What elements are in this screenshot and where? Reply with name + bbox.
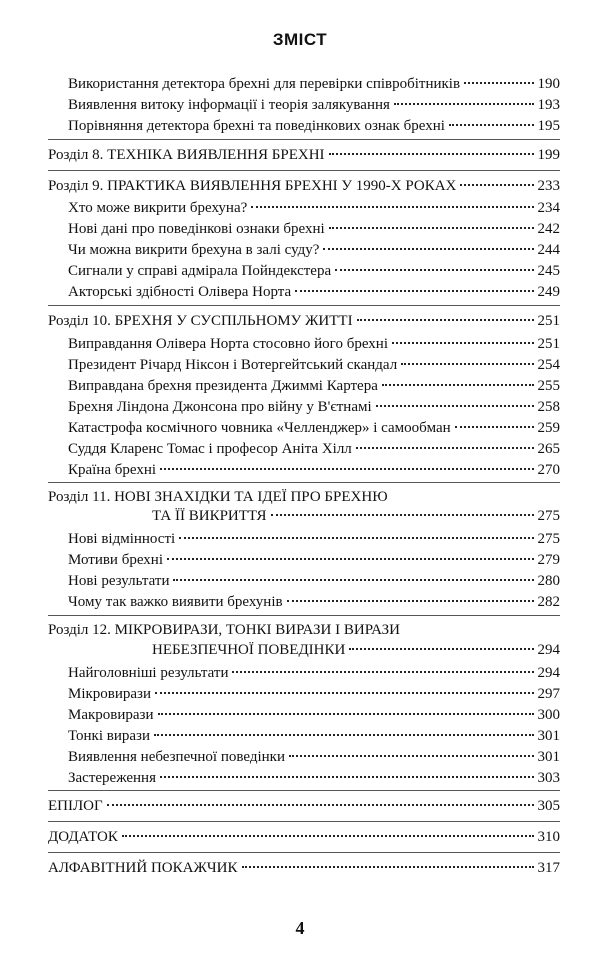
dot-leader (394, 103, 534, 105)
toc-chapter-page: 305 (537, 798, 560, 814)
toc-entry-page: 301 (537, 749, 560, 765)
toc-entry[interactable] (68, 664, 560, 682)
toc-entry-page: 195 (537, 118, 560, 134)
toc-entry-page: 301 (537, 728, 560, 744)
toc-entry-label: Нові дані про поведінкові ознаки брехні (68, 221, 325, 237)
dot-leader (242, 866, 534, 868)
toc-entry-page: 265 (537, 441, 560, 457)
dot-leader (329, 227, 534, 229)
toc-chapter[interactable] (48, 797, 560, 815)
dot-leader (160, 468, 533, 470)
toc-entry[interactable] (68, 199, 560, 217)
toc-chapter[interactable] (48, 859, 560, 877)
toc-entry[interactable] (68, 283, 560, 301)
toc-entry[interactable] (68, 461, 560, 479)
page-title: ЗМІСТ (272, 30, 328, 49)
dot-leader (295, 290, 533, 292)
divider (48, 482, 560, 483)
toc-chapter-label: НЕБЕЗПЕЧНОЇ ПОВЕДІНКИ (152, 642, 346, 658)
toc-chapter-label: ЕПІЛОГ (48, 798, 103, 814)
toc-chapter-label: Розділ 10. БРЕХНЯ У СУСПІЛЬНОМУ ЖИТТІ (48, 313, 353, 329)
toc-entry-label: Хто може викрити брехуна? (68, 200, 248, 216)
toc-entry[interactable] (68, 75, 560, 93)
toc-entry[interactable] (68, 220, 560, 238)
toc-entry-label: Президент Річард Ніксон і Вотергейтський скандал (68, 357, 398, 373)
toc-entry[interactable] (68, 377, 560, 395)
toc-entry-page: 244 (537, 242, 560, 258)
toc-entry-page: 234 (537, 200, 560, 216)
toc-entry-page: 249 (537, 284, 560, 300)
toc-entry-page: 245 (537, 263, 560, 279)
dot-leader (154, 734, 534, 736)
dot-leader (323, 248, 533, 250)
toc-chapter-label: Розділ 8. ТЕХНІКА ВИЯВЛЕННЯ БРЕХНІ (48, 147, 325, 163)
toc-chapter-page: 294 (537, 642, 560, 658)
toc-chapter-page: 233 (537, 178, 560, 194)
toc-entry[interactable] (68, 335, 560, 353)
dot-leader (289, 755, 534, 757)
toc-entry-label: Катастрофа космічного човника «Челленджер» і самообман (68, 420, 451, 436)
toc-entry-page: 254 (537, 357, 560, 373)
toc-entry-label: Виявлення небезпечної поведінки (68, 749, 285, 765)
toc-chapter-label: АЛФАВІТНИЙ ПОКАЖЧИК (48, 860, 238, 876)
dot-leader (449, 124, 534, 126)
toc-entry-page: 282 (537, 594, 560, 610)
dot-leader (329, 153, 534, 155)
toc-entry-label: Країна брехні (68, 462, 157, 478)
toc-entry-page: 279 (537, 552, 560, 568)
toc-entry-label: Найголовніші результати (68, 665, 229, 681)
toc-entry-label: Порівняння детектора брехні та поведінкових ознак брехні (68, 118, 445, 134)
toc-entry[interactable] (68, 419, 560, 437)
toc-chapter-page: 317 (537, 860, 560, 876)
toc-entry-label: Нові відмінності (68, 531, 176, 547)
toc-chapter[interactable] (48, 828, 560, 846)
toc-entry-page: 259 (537, 420, 560, 436)
dot-leader (160, 776, 534, 778)
toc-entry-page: 280 (537, 573, 560, 589)
dot-leader (401, 363, 533, 365)
toc-entry[interactable] (68, 398, 560, 416)
toc-entry-label: Акторські здібності Олівера Норта (68, 284, 292, 300)
divider (48, 305, 560, 306)
dot-leader (173, 579, 533, 581)
dot-leader (356, 447, 534, 449)
toc-chapter[interactable] (152, 641, 560, 659)
dot-leader (122, 835, 534, 837)
toc-entry[interactable] (68, 706, 560, 724)
toc-entry[interactable] (68, 356, 560, 374)
dot-leader (155, 692, 533, 694)
divider (48, 139, 560, 140)
toc-chapter[interactable] (48, 146, 560, 164)
toc-chapter-label-line1: Розділ 11. НОВІ ЗНАХІДКИ ТА ІДЕЇ ПРО БРЕХНЮ (48, 489, 388, 505)
toc-entry-label: Чому так важко виявити брехунів (68, 594, 283, 610)
toc-entry[interactable] (68, 241, 560, 259)
dot-leader (107, 804, 534, 806)
toc-entry-label: Брехня Ліндона Джонсона про війну у В'єтнамі (68, 399, 372, 415)
toc-chapter[interactable] (152, 507, 560, 525)
dot-leader (287, 600, 534, 602)
dot-leader (382, 384, 534, 386)
toc-entry-label: Чи можна викрити брехуна в залі суду? (68, 242, 320, 258)
toc-entry-label: Мотиви брехні (68, 552, 163, 568)
toc-chapter-label: ТА ЇЇ ВИКРИТТЯ (152, 508, 267, 524)
dot-leader (251, 206, 533, 208)
toc-entry-page: 303 (537, 770, 560, 786)
toc-entry-label: Виявлення витоку інформації і теорія залякування (68, 97, 390, 113)
dot-leader (167, 558, 534, 560)
toc-entry-label: Нові результати (68, 573, 170, 589)
toc-entry-label: Тонкі вирази (68, 728, 150, 744)
toc-entry[interactable] (68, 117, 560, 135)
toc-chapter[interactable] (48, 312, 560, 330)
divider (48, 821, 560, 822)
dot-leader (335, 269, 533, 271)
toc-entry-label: Виправдання Олівера Норта стосовно його брехні (68, 336, 388, 352)
toc-entry[interactable] (68, 748, 560, 766)
dot-leader (460, 184, 533, 186)
toc-entry-page: 255 (537, 378, 560, 394)
toc-entry-label: Застереження (68, 770, 156, 786)
divider (48, 852, 560, 853)
toc-entry[interactable] (68, 551, 560, 569)
toc-entry[interactable] (68, 572, 560, 590)
toc-chapter-label: ДОДАТОК (48, 829, 118, 845)
toc-chapter-label: Розділ 9. ПРАКТИКА ВИЯВЛЕННЯ БРЕХНІ У 1990-Х РОКАХ (48, 178, 457, 194)
divider (48, 790, 560, 791)
toc-entry-page: 300 (537, 707, 560, 723)
dot-leader (357, 319, 534, 321)
dot-leader (232, 671, 533, 673)
toc-entry-label: Використання детектора брехні для перевірки співробітників (68, 76, 461, 92)
toc-entry[interactable] (68, 727, 560, 745)
dot-leader (455, 426, 534, 428)
divider (48, 170, 560, 171)
toc-chapter-page: 275 (537, 508, 560, 524)
toc-entry[interactable] (68, 530, 560, 548)
toc-entry[interactable] (68, 593, 560, 611)
toc-entry-page: 251 (537, 336, 560, 352)
dot-leader (271, 514, 534, 516)
dot-leader (179, 537, 533, 539)
toc-entry-label: Макровирази (68, 707, 154, 723)
toc-entry-page: 193 (537, 97, 560, 113)
page-number: 4 (295, 918, 305, 938)
toc-entry-label: Суддя Кларенс Томас і професор Аніта Хілл (68, 441, 352, 457)
toc-entry-page: 275 (537, 531, 560, 547)
dot-leader (464, 82, 533, 84)
dot-leader (158, 713, 534, 715)
toc-entry[interactable] (68, 262, 560, 280)
dot-leader (349, 648, 533, 650)
toc-chapter-page: 199 (537, 147, 560, 163)
toc-entry-label: Сигнали у справі адмірала Пойндекстера (68, 263, 332, 279)
toc-entry-label: Мікровирази (68, 686, 152, 702)
divider (48, 615, 560, 616)
toc-entry-page: 297 (537, 686, 560, 702)
dot-leader (376, 405, 534, 407)
toc-chapter-page: 251 (537, 313, 560, 329)
toc-entry-page: 258 (537, 399, 560, 415)
toc-entry[interactable] (68, 440, 560, 458)
toc-entry-page: 242 (537, 221, 560, 237)
toc-chapter-page: 310 (537, 829, 560, 845)
toc-entry-page: 190 (537, 76, 560, 92)
toc-entry-label: Виправдана брехня президента Джиммі Картера (68, 378, 378, 394)
toc-entry[interactable] (68, 96, 560, 114)
toc-entry[interactable] (68, 769, 560, 787)
toc-entry-page: 270 (537, 462, 560, 478)
toc-entry[interactable] (68, 685, 560, 703)
toc-entry-page: 294 (537, 665, 560, 681)
dot-leader (392, 342, 534, 344)
toc-chapter-label-line1: Розділ 12. МІКРОВИРАЗИ, ТОНКІ ВИРАЗИ І ВИРАЗИ (48, 622, 400, 638)
toc-chapter[interactable] (48, 177, 560, 195)
